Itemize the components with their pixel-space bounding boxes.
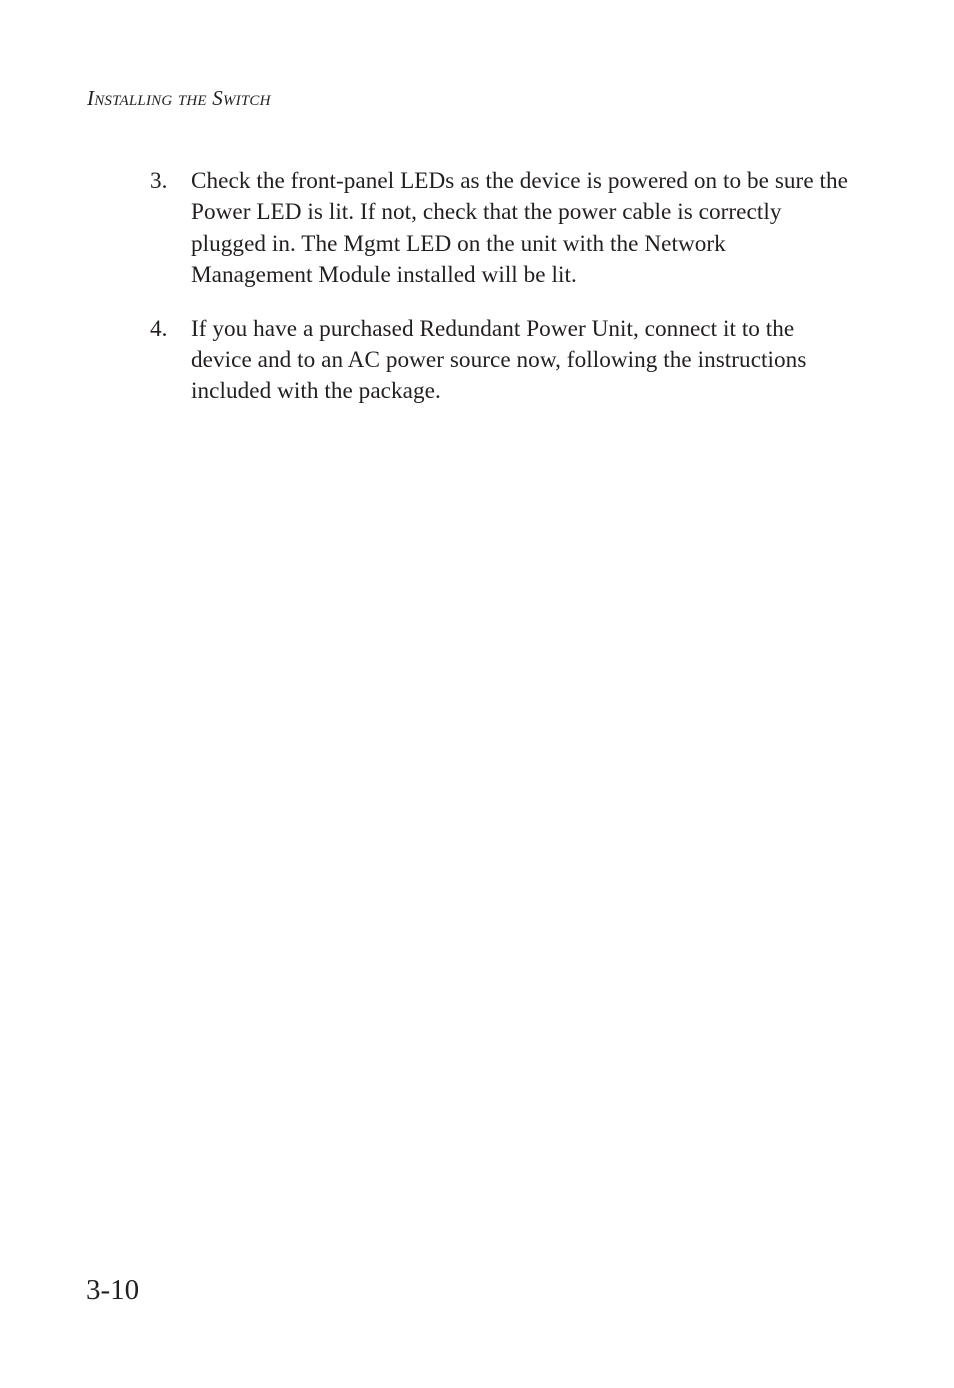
step-text: Check the front-panel LEDs as the device is powered on to be sure the Power LED is lit. If not, check that the power cable is correctly plugged in. The Mgmt LED on the unit with the Network Management Module installed will be lit.	[191, 168, 848, 289]
running-header: Installing the Switch	[87, 86, 271, 110]
step-number: 4.	[150, 315, 168, 342]
step-number: 3.	[150, 168, 168, 194]
installation-steps-list	[150, 166, 850, 430]
step-text: If you have a purchased Redundant Power Unit, connect it to the device and to an AC power source now, following the instructions included with the package.	[191, 315, 807, 405]
page-number: 3-10	[86, 1274, 140, 1306]
step-item	[150, 314, 850, 408]
step-item	[150, 166, 850, 292]
